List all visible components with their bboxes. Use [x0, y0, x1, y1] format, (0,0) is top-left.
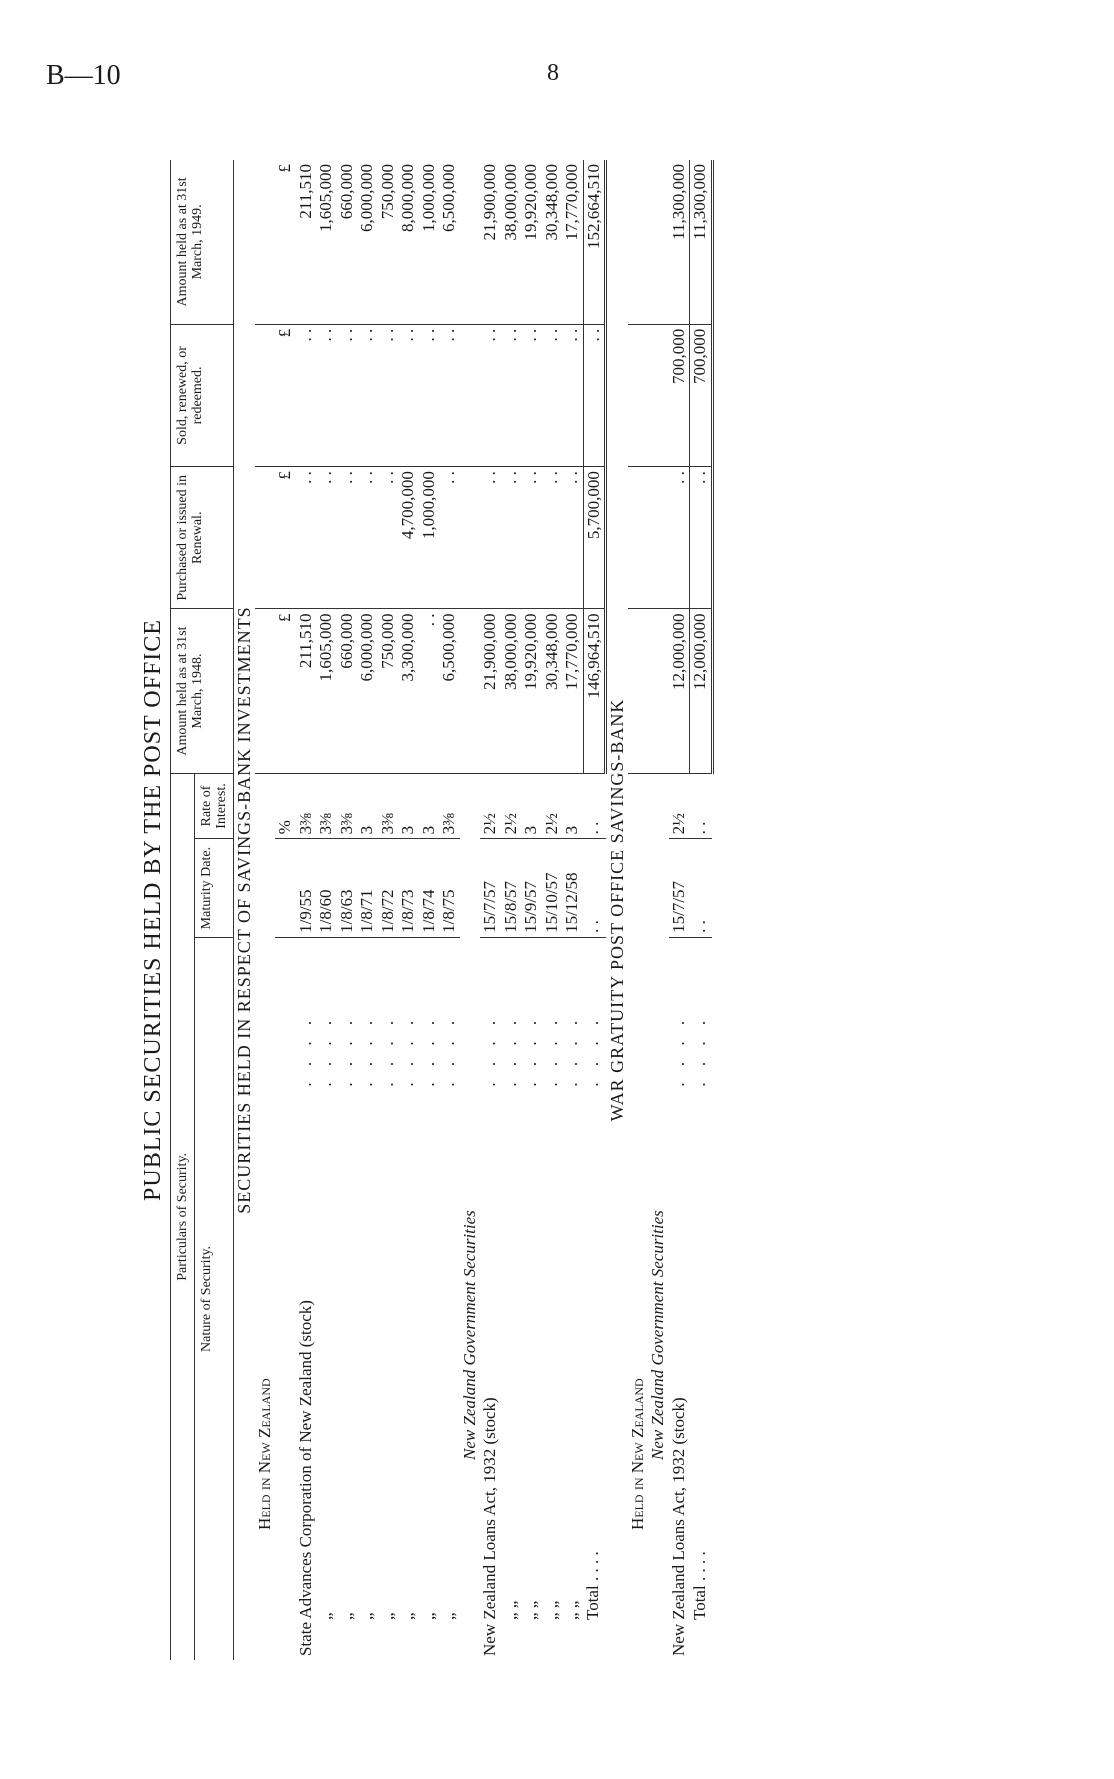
- nature-cell: „: [418, 1612, 438, 1620]
- nature-cell: State Advances Corporation of New Zealand (stock): [295, 1300, 315, 1656]
- purchased-cell: . .: [296, 467, 317, 609]
- col-held-1949: Amount held as at 31st March, 1949.: [171, 160, 234, 324]
- held-1948-cell: 21,900,000: [480, 609, 501, 773]
- nature-cell: „: [316, 1612, 335, 1620]
- nature-cell: Total . . . .: [689, 1551, 709, 1620]
- table-row: [562, 160, 583, 1660]
- rate-cell: . .: [690, 773, 713, 839]
- col-purchased: Purchased or issued in Renewal.: [171, 467, 234, 609]
- rate-cell: 3⅜: [316, 773, 337, 839]
- maturity-cell: 15/7/57: [480, 839, 501, 938]
- held-1949-cell: 11,300,000: [690, 160, 713, 324]
- maturity-cell: 1/8/73: [398, 839, 419, 938]
- section2-held-in-row: [628, 160, 649, 1660]
- unit-pound: £: [275, 324, 296, 466]
- section2-sub-heading: New Zealand Government Securities: [648, 1210, 667, 1460]
- purchased-cell: . .: [316, 467, 337, 609]
- held-1948-cell: 660,000: [337, 609, 358, 773]
- sold-cell: . .: [296, 324, 317, 466]
- leader-dots: . . . .: [562, 1014, 581, 1087]
- held-1948-cell: 12,000,000: [669, 609, 690, 773]
- maturity-cell: 1/8/72: [378, 839, 399, 938]
- held-1949-cell: 1,605,000: [316, 160, 337, 324]
- purchased-cell: . .: [501, 467, 522, 609]
- table-row: [501, 160, 522, 1660]
- sold-cell: 700,000: [690, 324, 713, 466]
- nature-cell: „ „: [500, 1600, 520, 1620]
- held-1949-cell: 211,510: [296, 160, 317, 324]
- col-held-1948: Amount held as at 31st March, 1948.: [171, 609, 234, 773]
- table-row: [337, 160, 358, 1660]
- maturity-cell: 1/8/75: [439, 839, 460, 938]
- nature-cell: „: [439, 1612, 458, 1620]
- page-number: 8: [547, 60, 559, 86]
- rate-cell: 2½: [669, 773, 690, 839]
- nature-cell: „ „: [541, 1600, 561, 1620]
- table-row: [316, 160, 337, 1660]
- purchased-cell: . .: [480, 467, 501, 609]
- sold-cell: . .: [501, 324, 522, 466]
- purchased-cell: 5,700,000: [583, 467, 606, 609]
- sold-cell: . .: [357, 324, 378, 466]
- table-row: [419, 160, 440, 1660]
- col-rate: Rate of Interest.: [195, 773, 234, 839]
- purchased-cell: 4,700,000: [398, 467, 419, 609]
- maturity-cell: 15/9/57: [521, 839, 542, 938]
- purchased-cell: . .: [357, 467, 378, 609]
- purchased-cell: . .: [439, 467, 460, 609]
- page-reference: B—10: [46, 60, 121, 91]
- leader-dots: . . . .: [521, 1014, 540, 1087]
- table-row: [439, 160, 460, 1660]
- rate-cell: 2½: [542, 773, 563, 839]
- held-1949-cell: 750,000: [378, 160, 399, 324]
- sold-cell: . .: [583, 324, 606, 466]
- held-1948-cell: 750,000: [378, 609, 399, 773]
- held-1949-cell: 8,000,000: [398, 160, 419, 324]
- col-nature: Nature of Security.: [195, 937, 234, 1660]
- sold-cell: . .: [398, 324, 419, 466]
- leader-dots: . . . .: [668, 1014, 688, 1087]
- rate-cell: 3: [562, 773, 583, 839]
- unit-pct: %: [275, 773, 296, 839]
- maturity-cell: 15/12/58: [562, 839, 583, 938]
- total-row: [690, 160, 713, 1660]
- leader-dots: . . . .: [439, 1014, 458, 1087]
- maturity-cell: . .: [690, 839, 713, 938]
- table-row: [521, 160, 542, 1660]
- held-1948-cell: 30,348,000: [542, 609, 563, 773]
- leader-dots: . . . .: [480, 1014, 499, 1087]
- held-1949-cell: 152,664,510: [583, 160, 606, 324]
- leader-dots: . . . .: [295, 1014, 315, 1087]
- held-1949-cell: 38,000,000: [501, 160, 522, 324]
- leader-dots: . . . .: [377, 1014, 397, 1087]
- table-row: [296, 160, 317, 1660]
- held-1948-cell: 1,605,000: [316, 609, 337, 773]
- col-sold: Sold, renewed, or redeemed.: [171, 324, 234, 466]
- section1-held-in: Held in New Zealand: [254, 1378, 274, 1530]
- maturity-cell: 15/8/57: [501, 839, 522, 938]
- held-1948-cell: 17,770,000: [562, 609, 583, 773]
- maturity-cell: 1/8/63: [337, 839, 358, 938]
- maturity-cell: 15/7/57: [669, 839, 690, 938]
- purchased-cell: 1,000,000: [419, 467, 440, 609]
- col-particulars: Particulars of Security.: [171, 773, 195, 1660]
- table-row: [669, 160, 690, 1660]
- nature-cell: „ „: [562, 1600, 581, 1620]
- purchased-cell: . .: [669, 467, 690, 609]
- nature-cell: Total . . . .: [583, 1551, 602, 1620]
- rate-cell: 3: [521, 773, 542, 839]
- purchased-cell: . .: [690, 467, 713, 609]
- maturity-cell: 15/10/57: [542, 839, 563, 938]
- total-row: [583, 160, 606, 1660]
- rate-cell: 2½: [501, 773, 522, 839]
- rate-cell: 3: [398, 773, 419, 839]
- nature-cell: „: [336, 1612, 356, 1620]
- table-row: [357, 160, 378, 1660]
- held-1948-cell: 3,300,000: [398, 609, 419, 773]
- leader-dots: . . . .: [689, 1014, 709, 1087]
- group-b-heading-row: [460, 160, 481, 1660]
- rotated-page-content: [140, 30, 1040, 1660]
- section2-heading: WAR GRATUITY POST OFFICE SAVINGS-BANK: [607, 698, 627, 1122]
- leader-dots: . . . .: [500, 1014, 520, 1087]
- unit-pound: £: [275, 609, 296, 773]
- leader-dots: . . . .: [336, 1014, 356, 1087]
- held-1949-cell: 21,900,000: [480, 160, 501, 324]
- held-1949-cell: 6,000,000: [357, 160, 378, 324]
- col-maturity: Maturity Date.: [195, 839, 234, 938]
- purchased-cell: . .: [521, 467, 542, 609]
- purchased-cell: . .: [378, 467, 399, 609]
- sold-cell: . .: [480, 324, 501, 466]
- sold-cell: . .: [316, 324, 337, 466]
- held-1948-cell: 19,920,000: [521, 609, 542, 773]
- sold-cell: 700,000: [669, 324, 690, 466]
- rate-cell: 3⅜: [337, 773, 358, 839]
- rate-cell: 3: [357, 773, 378, 839]
- group-b-heading: New Zealand Government Securities: [459, 1210, 479, 1460]
- sold-cell: . .: [378, 324, 399, 466]
- sold-cell: . .: [542, 324, 563, 466]
- held-1949-cell: 6,500,000: [439, 160, 460, 324]
- leader-dots: . . . .: [398, 1014, 417, 1087]
- rate-cell: 3⅜: [378, 773, 399, 839]
- rate-cell: 2½: [480, 773, 501, 839]
- unit-pound: £: [275, 160, 296, 324]
- held-1949-cell: 1,000,000: [419, 160, 440, 324]
- held-1949-cell: 19,920,000: [521, 160, 542, 324]
- sold-cell: . .: [521, 324, 542, 466]
- maturity-cell: 1/8/60: [316, 839, 337, 938]
- held-1949-cell: 11,300,000: [669, 160, 690, 324]
- section2-held-in: Held in New Zealand: [627, 1378, 647, 1530]
- held-1948-cell: . .: [419, 609, 440, 773]
- nature-cell: „: [398, 1612, 417, 1620]
- rate-cell: 3⅜: [296, 773, 317, 839]
- maturity-cell: 1/9/55: [296, 839, 317, 938]
- section1-heading: SECURITIES HELD IN RESPECT OF SAVINGS-BANK INVESTMENTS: [234, 606, 254, 1214]
- table-row: [378, 160, 399, 1660]
- nature-cell: „: [377, 1612, 397, 1620]
- leader-dots: . . . .: [316, 1014, 335, 1087]
- sold-cell: . .: [419, 324, 440, 466]
- table-row: [398, 160, 419, 1660]
- held-1948-cell: 38,000,000: [501, 609, 522, 773]
- rate-cell: . .: [583, 773, 606, 839]
- rate-cell: 3⅜: [439, 773, 460, 839]
- page-title: PUBLIC SECURITIES HELD BY THE POST OFFICE: [140, 619, 166, 1201]
- nature-cell: New Zealand Loans Act, 1932 (stock): [668, 1397, 688, 1656]
- maturity-cell: 1/8/71: [357, 839, 378, 938]
- held-1948-cell: 6,500,000: [439, 609, 460, 773]
- held-1948-cell: 6,000,000: [357, 609, 378, 773]
- section2-sub-heading-row: [648, 160, 669, 1660]
- nature-cell: New Zealand Loans Act, 1932 (stock): [480, 1397, 499, 1656]
- held-1949-cell: 660,000: [337, 160, 358, 324]
- held-1948-cell: 12,000,000: [690, 609, 713, 773]
- sold-cell: . .: [337, 324, 358, 466]
- sold-cell: . .: [439, 324, 460, 466]
- maturity-cell: 1/8/74: [419, 839, 440, 938]
- securities-table: [170, 160, 714, 1660]
- held-1948-cell: 146,964,510: [583, 609, 606, 773]
- held-1949-cell: 30,348,000: [542, 160, 563, 324]
- leader-dots: . . . .: [541, 1014, 561, 1087]
- leader-dots: . . . .: [357, 1014, 376, 1087]
- sold-cell: . .: [562, 324, 583, 466]
- held-1948-cell: 211,510: [296, 609, 317, 773]
- leader-dots: . . . .: [583, 1014, 602, 1087]
- purchased-cell: . .: [542, 467, 563, 609]
- nature-cell: „ „: [521, 1600, 540, 1620]
- purchased-cell: . .: [337, 467, 358, 609]
- table-row: [480, 160, 501, 1660]
- table-row: [542, 160, 563, 1660]
- rate-cell: 3: [419, 773, 440, 839]
- nature-cell: „: [357, 1612, 376, 1620]
- section1-body: [234, 160, 713, 1660]
- held-1949-cell: 17,770,000: [562, 160, 583, 324]
- unit-pound: £: [275, 467, 296, 609]
- maturity-cell: . .: [583, 839, 606, 938]
- leader-dots: . . . .: [418, 1014, 438, 1087]
- purchased-cell: . .: [562, 467, 583, 609]
